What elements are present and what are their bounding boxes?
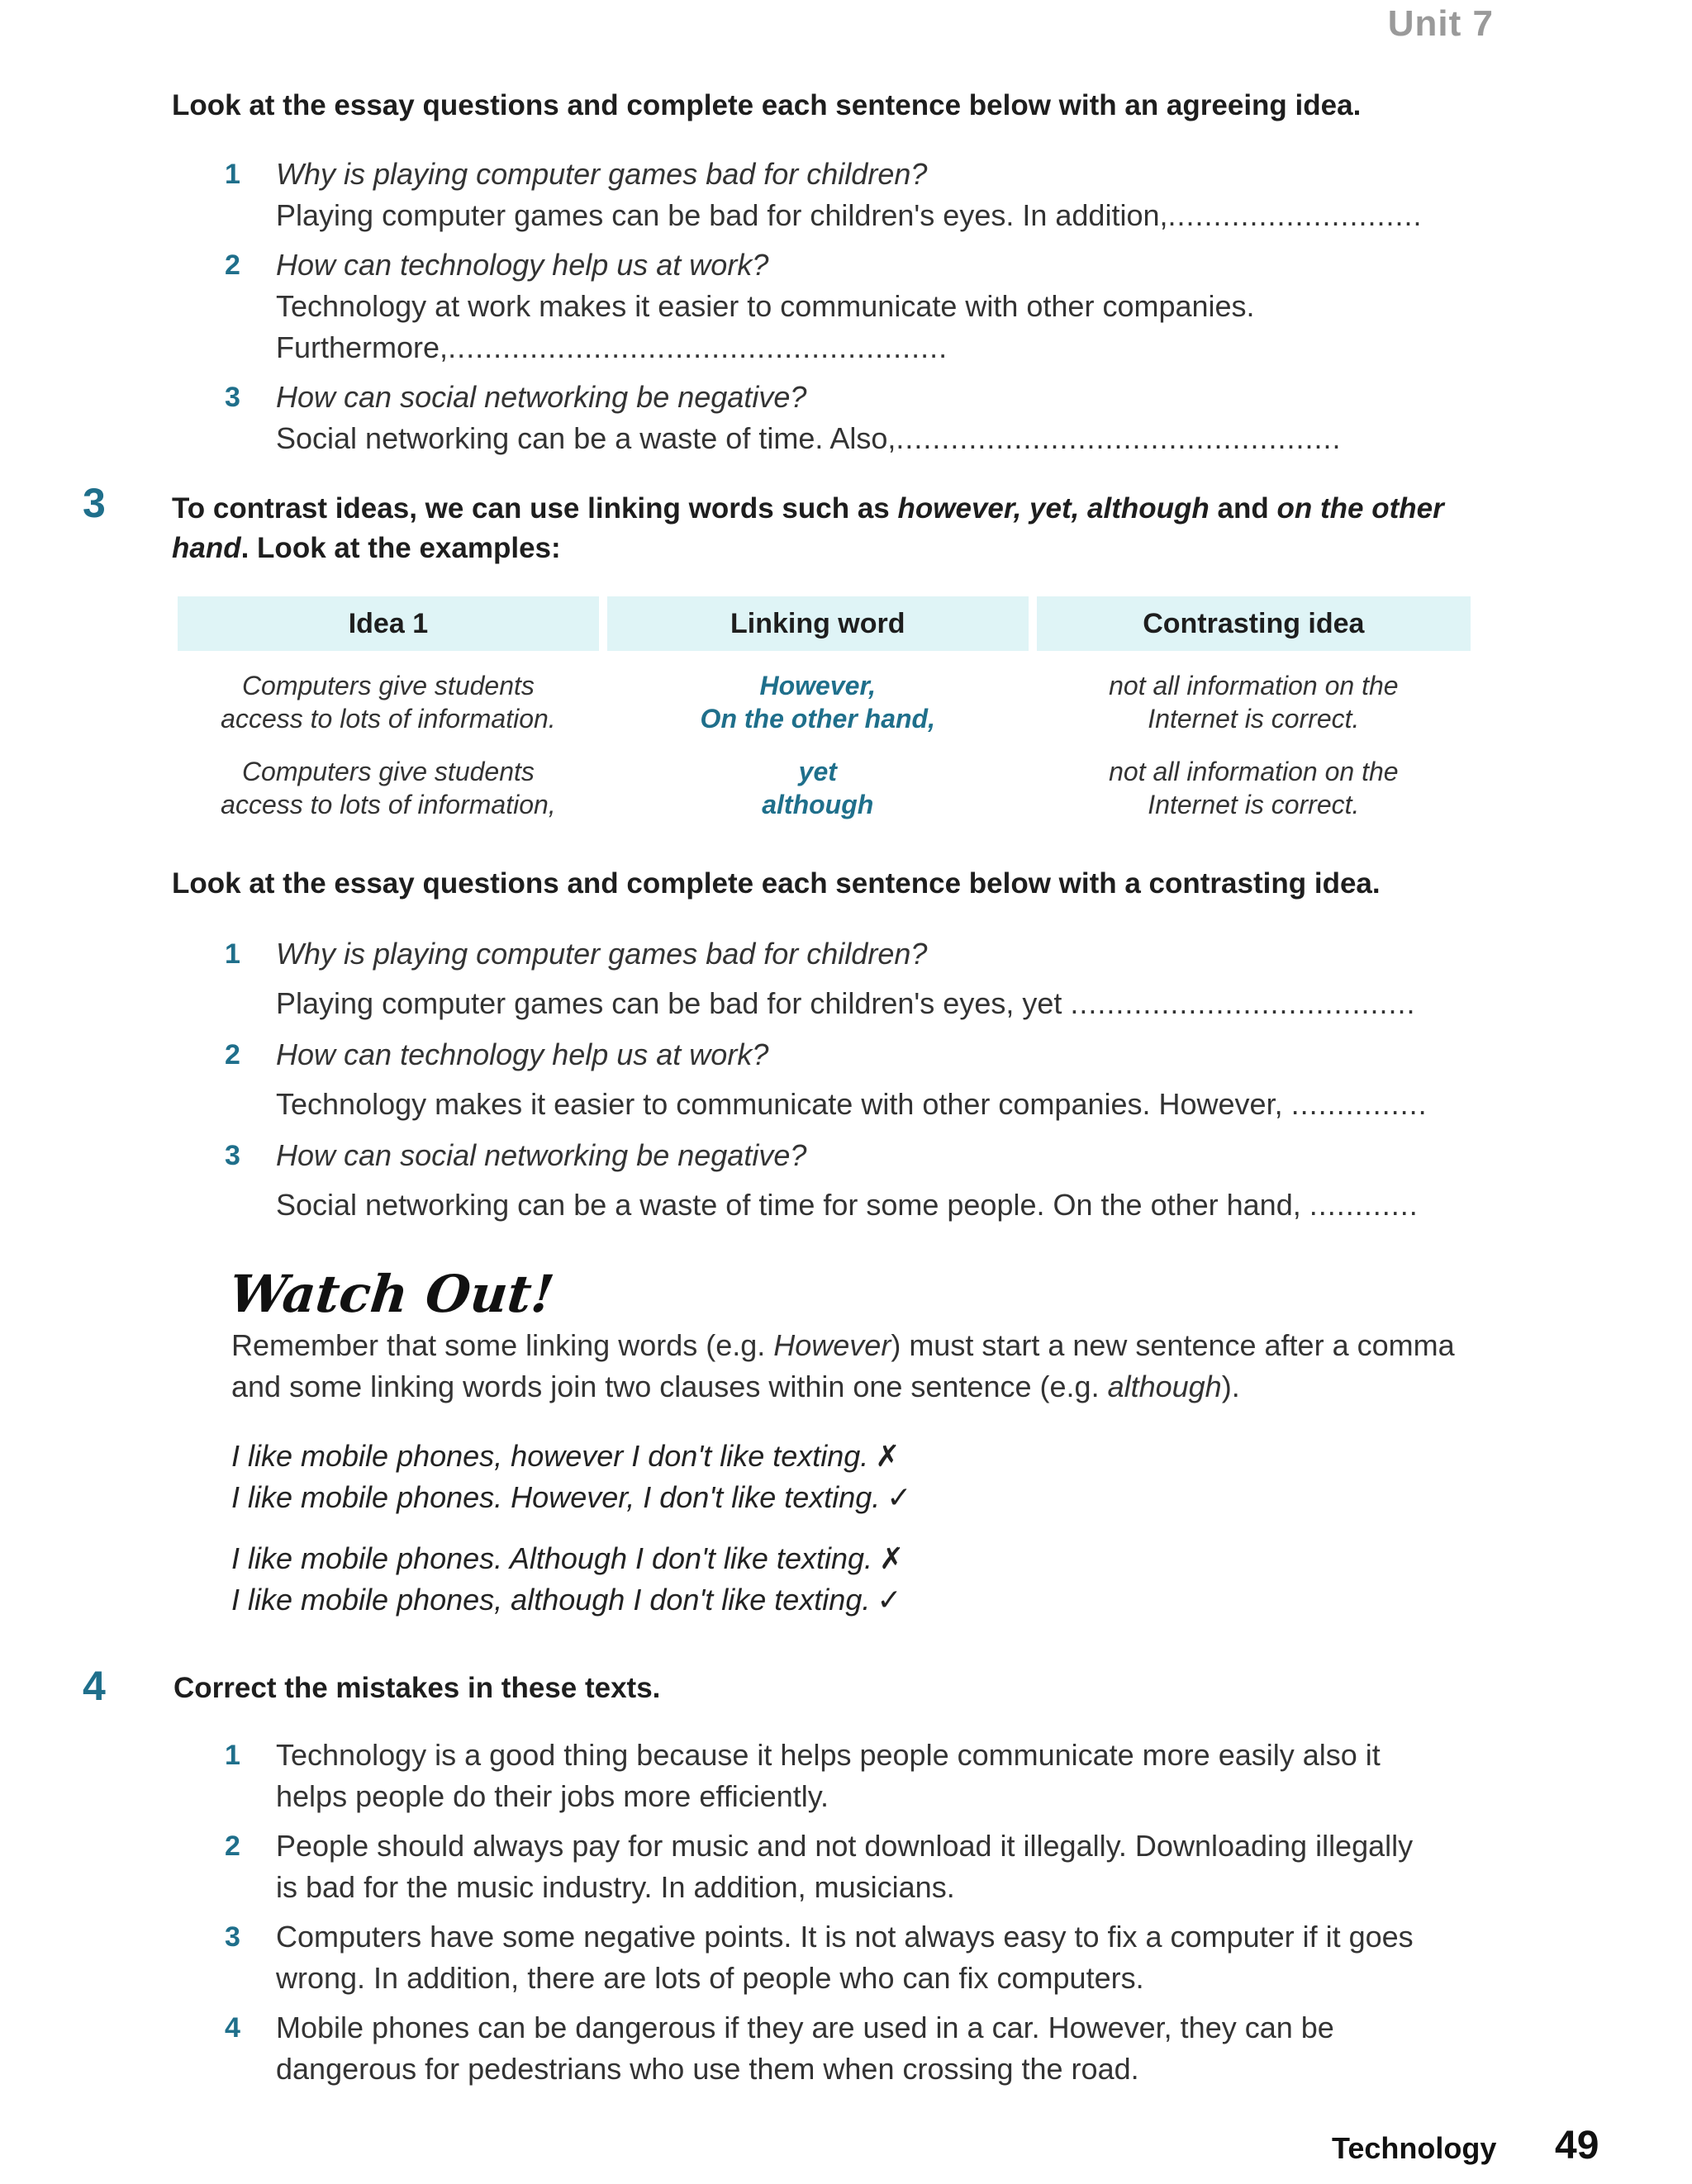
sentence-stem-continued: Furthermore,.......................................................: [276, 330, 948, 364]
answer-blank[interactable]: ......................................: [1070, 986, 1416, 1020]
table-row: [178, 735, 1471, 821]
list-item: [225, 1034, 1505, 1135]
footer-topic: Technology: [1332, 2131, 1497, 2165]
column-header: Linking word: [607, 596, 1029, 651]
column-header: Contrasting idea: [1037, 596, 1471, 651]
section2-question-list: [225, 154, 1505, 468]
answer-blank[interactable]: .................................................: [896, 421, 1342, 455]
answer-blank[interactable]: ............................: [1167, 198, 1423, 232]
sentence-stem: Technology makes it easier to communicate with other companies. However, ...............: [276, 1087, 1428, 1121]
item-number: 3: [225, 382, 240, 413]
section4-instruction: Correct the mistakes in these texts.: [173, 1672, 661, 1704]
essay-question: How can social networking be negative?: [276, 1138, 807, 1172]
item-number: 2: [225, 249, 240, 281]
column-header: Idea 1: [178, 596, 599, 651]
answer-blank[interactable]: ...............: [1290, 1087, 1428, 1121]
example-sentence: I like mobile phones. However, I don't like texting. ✓: [231, 1480, 912, 1514]
section-number: 3: [83, 480, 106, 526]
item-number: 4: [225, 2012, 240, 2044]
table-header-row: [178, 596, 1471, 651]
cross-icon: ✗: [875, 1439, 901, 1473]
linking-word-cell: yet although: [762, 757, 874, 819]
sentence-stem: Technology at work makes it easier to communicate with other companies.: [276, 289, 1255, 323]
unit-label: Unit 7: [1387, 3, 1494, 44]
section3-intro: To contrast ideas, we can use linking words such as however, yet, although and on the other hand. Look at the examples:: [172, 492, 1444, 564]
answer-blank[interactable]: .......................................................: [448, 330, 948, 364]
text-line: People should always pay for music and not download it illegally. Downloading illegally: [276, 1829, 1414, 1863]
idea-cell: Computers give students access to lots of information,: [221, 757, 556, 819]
watch-out-heading: Watch Out!: [226, 1264, 558, 1324]
check-icon: ✓: [886, 1480, 912, 1514]
idea-cell: Computers give students access to lots of information.: [221, 671, 556, 734]
section3-question-list: [225, 933, 1505, 1236]
text-line: is bad for the music industry. In addition, musicians.: [276, 1870, 955, 1904]
list-item: [225, 154, 1505, 245]
list-item: [225, 1135, 1505, 1236]
text-line: Technology is a good thing because it helps people communicate more easily also it: [276, 1738, 1381, 1772]
item-number: 1: [225, 938, 240, 970]
item-number: 2: [225, 1039, 240, 1071]
essay-question: How can social networking be negative?: [276, 380, 807, 414]
essay-question: Why is playing computer games bad for children?: [276, 937, 928, 971]
section2-instruction: Look at the essay questions and complete each sentence below with an agreeing idea.: [172, 89, 1362, 121]
cross-icon: ✗: [879, 1541, 905, 1575]
example-group: [231, 1538, 1471, 1621]
item-number: 1: [225, 159, 240, 190]
example-group: [231, 1436, 1471, 1518]
watch-out-text: Remember that some linking words (e.g. However) must start a new sentence after a comma and some linking words join two clauses within one sentence (e.g. although).: [231, 1328, 1455, 1403]
linking-words-table: [169, 596, 1479, 821]
essay-question: Why is playing computer games bad for children?: [276, 157, 928, 191]
text-line: Computers have some negative points. It is not always easy to fix a computer if it goes: [276, 1920, 1414, 1954]
list-item: [225, 933, 1505, 1034]
list-item: [225, 377, 1505, 468]
answer-blank[interactable]: ............: [1309, 1188, 1419, 1222]
sentence-stem: Playing computer games can be bad for children's eyes. In addition,............................: [276, 198, 1423, 232]
text-line: wrong. In addition, there are lots of people who can fix computers.: [276, 1961, 1144, 1995]
list-item: [225, 1916, 1505, 2007]
item-number: 3: [225, 1921, 240, 1953]
linking-word-cell: However, On the other hand,: [700, 671, 935, 734]
text-line: dangerous for pedestrians who use them when crossing the road.: [276, 2052, 1139, 2086]
sentence-stem: Social networking can be a waste of time. Also,.................................................: [276, 421, 1342, 455]
list-item: [225, 245, 1505, 377]
example-sentence: I like mobile phones, however I don't like texting. ✗: [231, 1439, 901, 1473]
sentence-stem: Social networking can be a waste of time for some people. On the other hand, ............: [276, 1188, 1419, 1222]
item-number: 1: [225, 1740, 240, 1771]
list-item: [225, 2007, 1505, 2098]
section4-text-list: [225, 1735, 1505, 2098]
contrast-cell: not all information on the Internet is correct.: [1109, 757, 1399, 819]
contrast-cell: not all information on the Internet is correct.: [1109, 671, 1399, 734]
text-line: Mobile phones can be dangerous if they are used in a car. However, they can be: [276, 2011, 1334, 2044]
section-number: 4: [83, 1663, 106, 1709]
list-item: [225, 1826, 1505, 1916]
example-sentence: I like mobile phones. Although I don't like texting. ✗: [231, 1541, 905, 1575]
item-number: 2: [225, 1830, 240, 1862]
item-number: 3: [225, 1140, 240, 1171]
list-item: [225, 1735, 1505, 1826]
text-line: helps people do their jobs more efficiently.: [276, 1779, 829, 1813]
essay-question: How can technology help us at work?: [276, 248, 769, 282]
page-number: 49: [1555, 2124, 1599, 2167]
section3-instruction: Look at the essay questions and complete each sentence below with a contrasting idea.: [172, 867, 1381, 900]
check-icon: ✓: [877, 1583, 902, 1617]
essay-question: How can technology help us at work?: [276, 1037, 769, 1071]
sentence-stem: Playing computer games can be bad for children's eyes, yet ......................................: [276, 986, 1416, 1020]
table-row: [178, 651, 1471, 735]
example-sentence: I like mobile phones, although I don't like texting. ✓: [231, 1583, 902, 1617]
